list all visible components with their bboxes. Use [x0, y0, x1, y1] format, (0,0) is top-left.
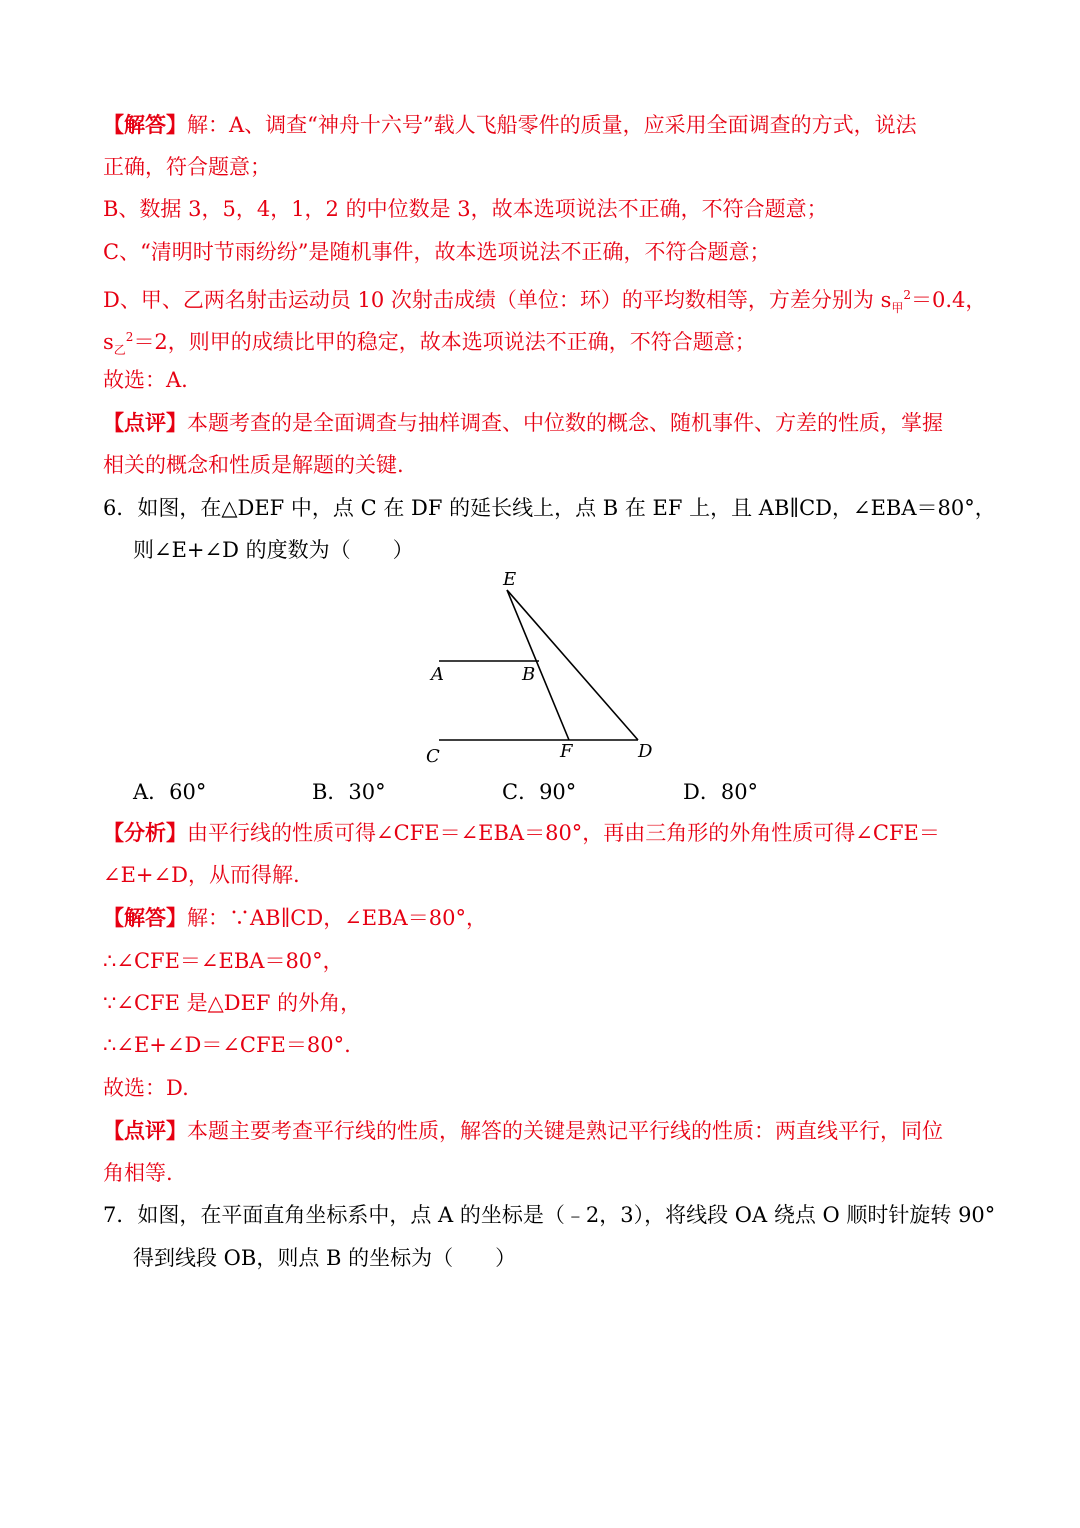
- question-6-stem: 6．如图，在△DEF 中，点 C 在 DF 的延长线上，点 B 在 EF 上，且 AB∥CD，∠EBA＝80°，: [103, 496, 996, 520]
- geometry-figure: [420, 568, 670, 773]
- option-a: A．60°: [133, 780, 207, 804]
- option-d: D．80°: [683, 780, 759, 804]
- point-label-f: F: [560, 741, 573, 762]
- question-7-stem: 得到线段 OB，则点 B 的坐标为（ ）: [133, 1246, 517, 1270]
- solution-line: 【解答】解：A、调查“神舟十六号”载人飞船零件的质量，应采用全面调查的方式，说法: [103, 112, 917, 137]
- solution-line: ∴∠E+∠D＝∠CFE＝80°.: [103, 1033, 351, 1057]
- solution-line: C、“清明时节雨纷纷”是随机事件，故本选项说法不正确，不符合题意；: [103, 240, 771, 264]
- review-tag: 【点评】: [103, 1118, 187, 1143]
- point-label-d: D: [638, 741, 653, 762]
- solution-tag: 【解答】: [103, 905, 187, 930]
- solution-line: ∴∠CFE＝∠EBA＝80°，: [103, 949, 344, 973]
- solution-line: $s_乙^2=2$，则甲的成绩比甲的稳定，故本选项说法不正确，不符合题意；: [103, 330, 756, 358]
- review-line: 【点评】本题主要考查平行线的性质，解答的关键是熟记平行线的性质：两直线平行，同位: [103, 1118, 943, 1143]
- solution-line: 【解答】解：∵AB∥CD，∠EBA＝80°，: [103, 905, 487, 930]
- analysis-line: 【分析】由平行线的性质可得∠CFE＝∠EBA＝80°，再由三角形的外角性质可得∠CFE＝: [103, 820, 940, 845]
- analysis-tag: 【分析】: [103, 820, 187, 845]
- question-7-stem: 7．如图，在平面直角坐标系中，点 A 的坐标是（﹣2，3），将线段 OA 绕点 O 顺时针旋转 90°: [103, 1203, 996, 1227]
- solution-line: B、数据 3，5，4，1，2 的中位数是 3，故本选项说法不正确，不符合题意；: [103, 197, 828, 221]
- option-c: C．90°: [502, 780, 577, 804]
- solution-choice: 故选：A.: [103, 368, 188, 392]
- solution-tag: 【解答】: [103, 112, 187, 137]
- point-label-b: B: [522, 664, 536, 685]
- point-label-a: A: [431, 664, 444, 685]
- analysis-line: ∠E+∠D，从而得解.: [103, 863, 300, 887]
- solution-line: ∵∠CFE 是△DEF 的外角，: [103, 991, 362, 1015]
- solution-line: 正确，符合题意；: [103, 155, 271, 179]
- question-6-stem: 则∠E+∠D 的度数为（ ）: [133, 538, 414, 562]
- point-label-e: E: [503, 569, 517, 590]
- option-b: B．30°: [312, 780, 386, 804]
- review-line: 相关的概念和性质是解题的关键.: [103, 453, 404, 477]
- segment-ef: [507, 590, 569, 740]
- solution-line: D、甲、乙两名射击运动员 10 次射击成绩（单位：环）的平均数相等，方差分别为 $s_甲^2=0.4$，: [103, 288, 987, 316]
- point-label-c: C: [426, 746, 440, 767]
- review-line: 角相等.: [103, 1161, 173, 1185]
- solution-choice: 故选：D.: [103, 1076, 189, 1100]
- review-tag: 【点评】: [103, 410, 187, 435]
- review-line: 【点评】本题考查的是全面调查与抽样调查、中位数的概念、随机事件、方差的性质，掌握: [103, 410, 943, 435]
